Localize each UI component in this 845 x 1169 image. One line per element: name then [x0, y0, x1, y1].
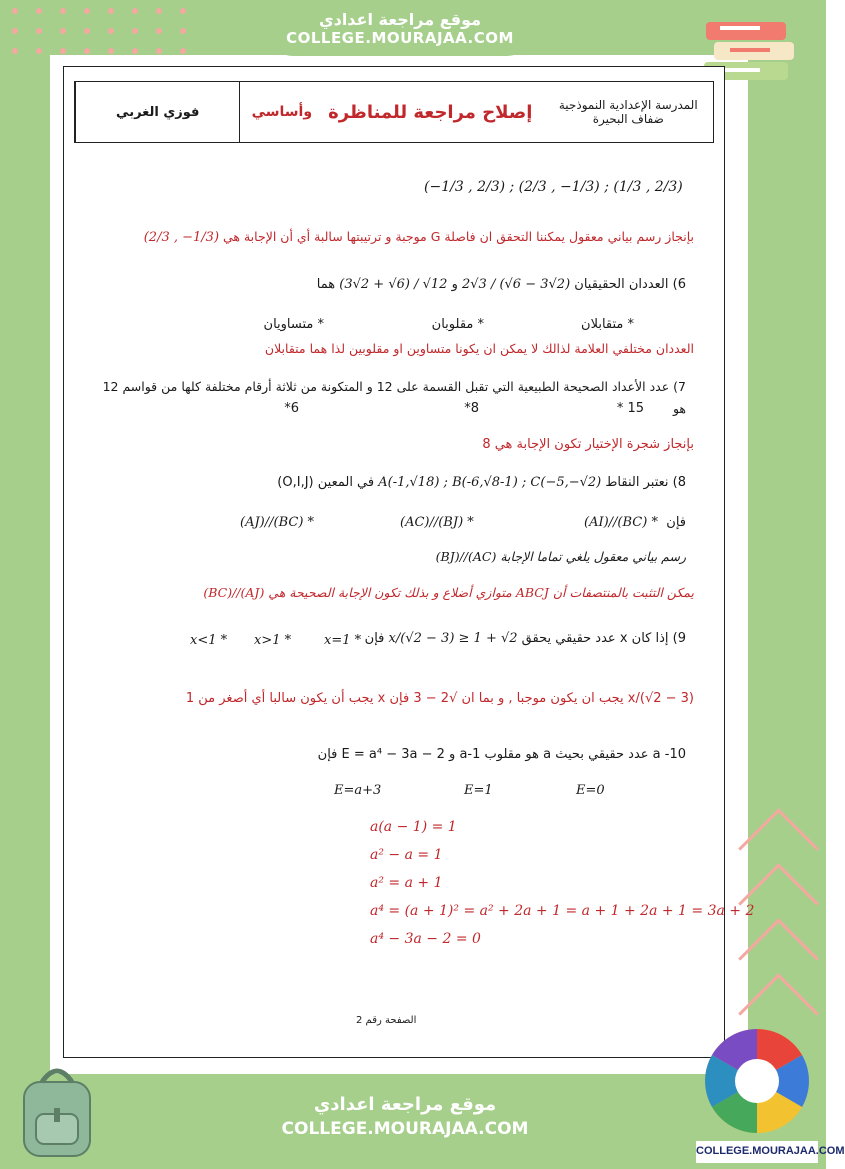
q8-points: A(-1,√18) ; B(-6,√8-1) ; C(−5,−√2) [378, 475, 602, 490]
q6-question: 6) العددان الحقيقيان 2√3 / (√6 − 3√2) و (3√2 + √6) / √12 هما [316, 277, 686, 292]
q6-fraction-2: (3√2 + √6) / √12 [339, 277, 448, 292]
q10-step-4: a⁴ = (a + 1)² = a² + 2a + 1 = a + 1 + 2a + 1 = 3a + 2 [370, 903, 755, 919]
frame-left [0, 0, 50, 1169]
q9-option-1: x=1 * [324, 633, 362, 648]
q10-step-3: a² = a + 1 [370, 875, 443, 891]
school-name: المدرسة الإعدادية النموذجية [558, 98, 698, 112]
q7-question: 7) عدد الأعداد الصحيحة الطبيعية التي تقبل القسمة على 12 و المتكونة من ثلاثة أرقام مختلفة كلها من قواسم 12 [102, 379, 686, 394]
q10-step-2: a² − a = 1 [370, 847, 443, 863]
q6-option-2: * مقلوبان [431, 317, 484, 332]
q7-is: هو [672, 401, 686, 416]
q10-step-5: a⁴ − 3a − 2 = 0 [370, 931, 481, 947]
logo-caption[interactable]: COLLEGE.MOURAJAA.COM [696, 1145, 845, 1157]
q5-answer-value: (2/3 , −1/3) [143, 230, 220, 245]
q10-option-2: E=1 [464, 783, 493, 798]
backpack-icon [12, 1060, 102, 1160]
q5-options: (−1/3 , 2/3) ; (2/3 , −1/3) ; (1/3 , 2/3) [424, 179, 683, 195]
site-banner-top[interactable] [264, 4, 536, 56]
page-title-suffix: وأساسي [251, 104, 313, 120]
q9-answer: x/(√2 − 3) يجب ان يكون موجبا , و بما ان √2 − 3 فإن x يجب أن يكون سالبا أي أصغر من 1 [185, 691, 694, 706]
q8-question: 8) نعتبر النقاط A(-1,√18) ; B(-6,√8-1) ; C(−5,−√2) في المعين (O,I,J) [277, 475, 686, 490]
q7-option-3: 6* [284, 401, 299, 416]
college-mourajaa-logo[interactable] [696, 1025, 845, 1165]
worksheet-page [63, 66, 755, 1058]
q9-question: 9) إذا كان x عدد حقيقي يحقق x/(√2 − 3) ≥ 1 + √2 فإن [364, 631, 686, 646]
page-title: إصلاح مراجعة للمناظرة [328, 101, 533, 123]
q10-step-1: a(a − 1) = 1 [370, 819, 457, 835]
q7-option-2: 8* [464, 401, 479, 416]
q8-option-1: (AI)//(BC) * [584, 515, 658, 530]
q8-option-2: (AC)//(BJ) * [400, 515, 474, 530]
page-number: الصفحة رقم 2 [356, 1015, 417, 1026]
q10-question: 10- a عدد حقيقي بحيث a هو مقلوب a-1 و E = a⁴ − 3a − 2 فإن [317, 747, 686, 762]
q6-answer: العددان مختلفي العلامة لذالك لا يمكن ان يكونا متساوين او مقلوبين لذا هما متقابلان [264, 341, 694, 356]
q8-answer: يمكن التثبت بالمنتصفات أن ABCJ متوازي أضلاع و بذلك تكون الإجابة الصحيحة هي (AJ)//(BC) [203, 585, 694, 600]
site-title-bottom: موقع مراجعة اعدادي [313, 1094, 497, 1115]
q6-fraction-1: 2√3 / (√6 − 3√2) [461, 277, 571, 292]
q9-option-3: x<1 * [190, 633, 228, 648]
q5-answer: بإنجاز رسم بياني معقول يمكننا التحقق ان فاصلة G موجبة و ترتيبتها سالبة أي أن الإجابة هي (2/3 , −1/3) [143, 229, 694, 245]
q9-option-2: x>1 * [254, 633, 292, 648]
teacher-name: فوزي الغربي [116, 104, 200, 120]
school-location: ضفاف البحيرة [592, 112, 664, 126]
q9-inequality: x/(√2 − 3) ≥ 1 + √2 [388, 631, 518, 646]
header-table [74, 81, 714, 143]
site-url[interactable]: COLLEGE.MOURAJAA.COM [286, 29, 514, 47]
site-banner-bottom[interactable] [260, 1076, 550, 1166]
site-url-bottom[interactable]: COLLEGE.MOURAJAA.COM [281, 1119, 529, 1139]
q7-answer: بإنجاز شجرة الإختيار تكون الإجابة هي 8 [482, 437, 694, 452]
site-title: موقع مراجعة اعدادي [318, 10, 482, 29]
teacher-cell [75, 82, 239, 142]
school-cell [544, 82, 713, 142]
q6-option-3: * متساويان [263, 317, 324, 332]
q8-option-3: (AJ)//(BC) * [240, 515, 315, 530]
q10-option-1: E=0 [576, 783, 605, 798]
q8-then: فإن [666, 515, 686, 530]
q10-option-3: E=a+3 [334, 783, 382, 798]
q6-option-1: * متقابلان [581, 317, 634, 332]
title-cell [239, 82, 543, 142]
q7-option-1: 15 * [616, 401, 644, 416]
q8-note: رسم بياني معقول يلغي تماما الإجابة (AC)//(BJ) [435, 549, 686, 564]
decorative-dots [12, 8, 212, 58]
